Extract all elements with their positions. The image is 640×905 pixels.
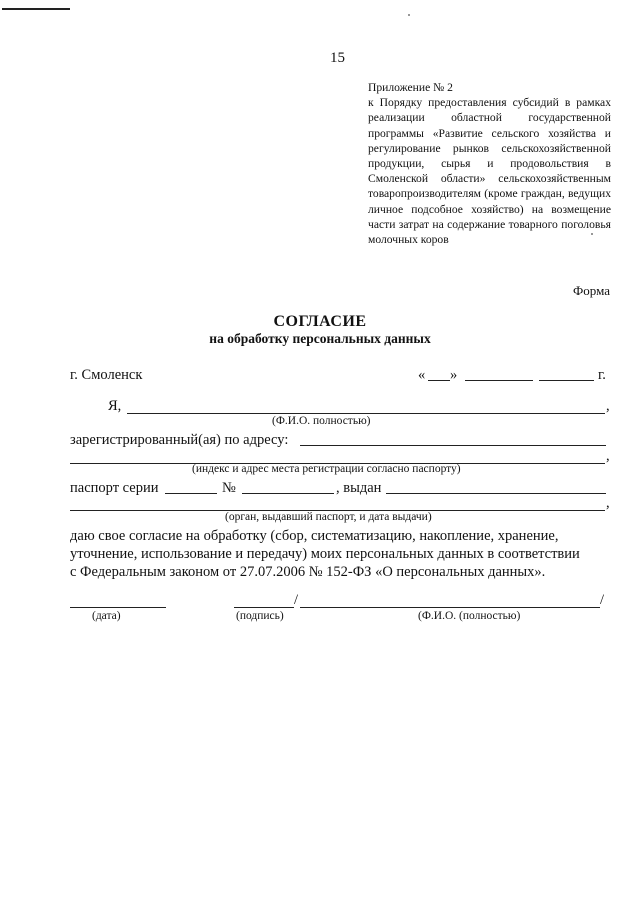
date-caption: (дата) bbox=[92, 610, 121, 622]
address-field-1[interactable] bbox=[300, 445, 606, 446]
fio-caption: (Ф.И.О. полностью) bbox=[272, 415, 371, 427]
fio-field[interactable] bbox=[127, 413, 605, 414]
appendix-text: к Порядку предоставления субсидий в рамках реализации областной государственной программы «Развитие сельского хозяйства и регулирование рынков сельскохозяйственной продукции, сырья и продовольствия в Смоленской области» сельскохозяйственным товаропроизводителям (кроме граждан, ведущих личное подсобное хозяйство) на возмещение части затрат на содержание товарного поголовья молочных коров bbox=[368, 96, 611, 247]
consent-line: с Федеральным законом от 27.07.2006 № 152-ФЗ «О персональных данных». bbox=[70, 564, 546, 580]
passport-number-label: № bbox=[222, 480, 236, 496]
issued-label: , выдан bbox=[336, 480, 382, 496]
address-comma: , bbox=[606, 448, 610, 464]
date-year-field[interactable] bbox=[539, 380, 594, 381]
document-subtitle: на обработку персональных данных bbox=[209, 331, 431, 346]
appendix-block bbox=[368, 80, 611, 247]
signature-caption: (подпись) bbox=[236, 610, 284, 622]
passport-number-field[interactable] bbox=[242, 493, 334, 494]
fio-signature-field[interactable] bbox=[300, 607, 600, 608]
appendix-title: Приложение № 2 bbox=[368, 81, 453, 94]
fio-comma: , bbox=[606, 398, 610, 414]
date-day-field[interactable] bbox=[428, 380, 450, 381]
date-month-field[interactable] bbox=[465, 380, 533, 381]
form-label: Форма bbox=[573, 283, 610, 298]
signature-field[interactable] bbox=[234, 607, 294, 608]
passport-series-field[interactable] bbox=[165, 493, 217, 494]
issuer-comma: , bbox=[606, 495, 610, 511]
signature-slash-right: / bbox=[600, 592, 605, 608]
issuer-caption: (орган, выдавший паспорт, и дата выдачи) bbox=[225, 511, 432, 523]
i-label: Я, bbox=[108, 398, 122, 414]
passport-series-label: паспорт серии bbox=[70, 480, 159, 496]
year-suffix: г. bbox=[598, 367, 606, 383]
date-close-quote: » bbox=[450, 367, 458, 383]
fio-signature-caption: (Ф.И.О. (полностью) bbox=[418, 610, 521, 622]
signature-slash-left: / bbox=[294, 592, 299, 608]
address-label: зарегистрированный(ая) по адресу: bbox=[70, 432, 289, 448]
page-number: 15 bbox=[330, 50, 345, 66]
scan-speck bbox=[408, 14, 410, 16]
consent-paragraph bbox=[70, 527, 610, 581]
city-label: г. Смоленск bbox=[70, 367, 143, 383]
issuer-field-1[interactable] bbox=[386, 493, 606, 494]
date-signature-field[interactable] bbox=[70, 607, 166, 608]
scan-mark bbox=[2, 8, 70, 10]
consent-line: уточнение, использование и передачу) моих персональных данных в соответствии bbox=[70, 546, 580, 562]
consent-line: даю свое согласие на обработку (сбор, систематизацию, накопление, хранение, bbox=[70, 528, 559, 544]
date-open-quote: « bbox=[418, 367, 426, 383]
address-caption: (индекс и адрес места регистрации согласно паспорту) bbox=[192, 463, 461, 475]
document-title: СОГЛАСИЕ bbox=[273, 313, 367, 330]
